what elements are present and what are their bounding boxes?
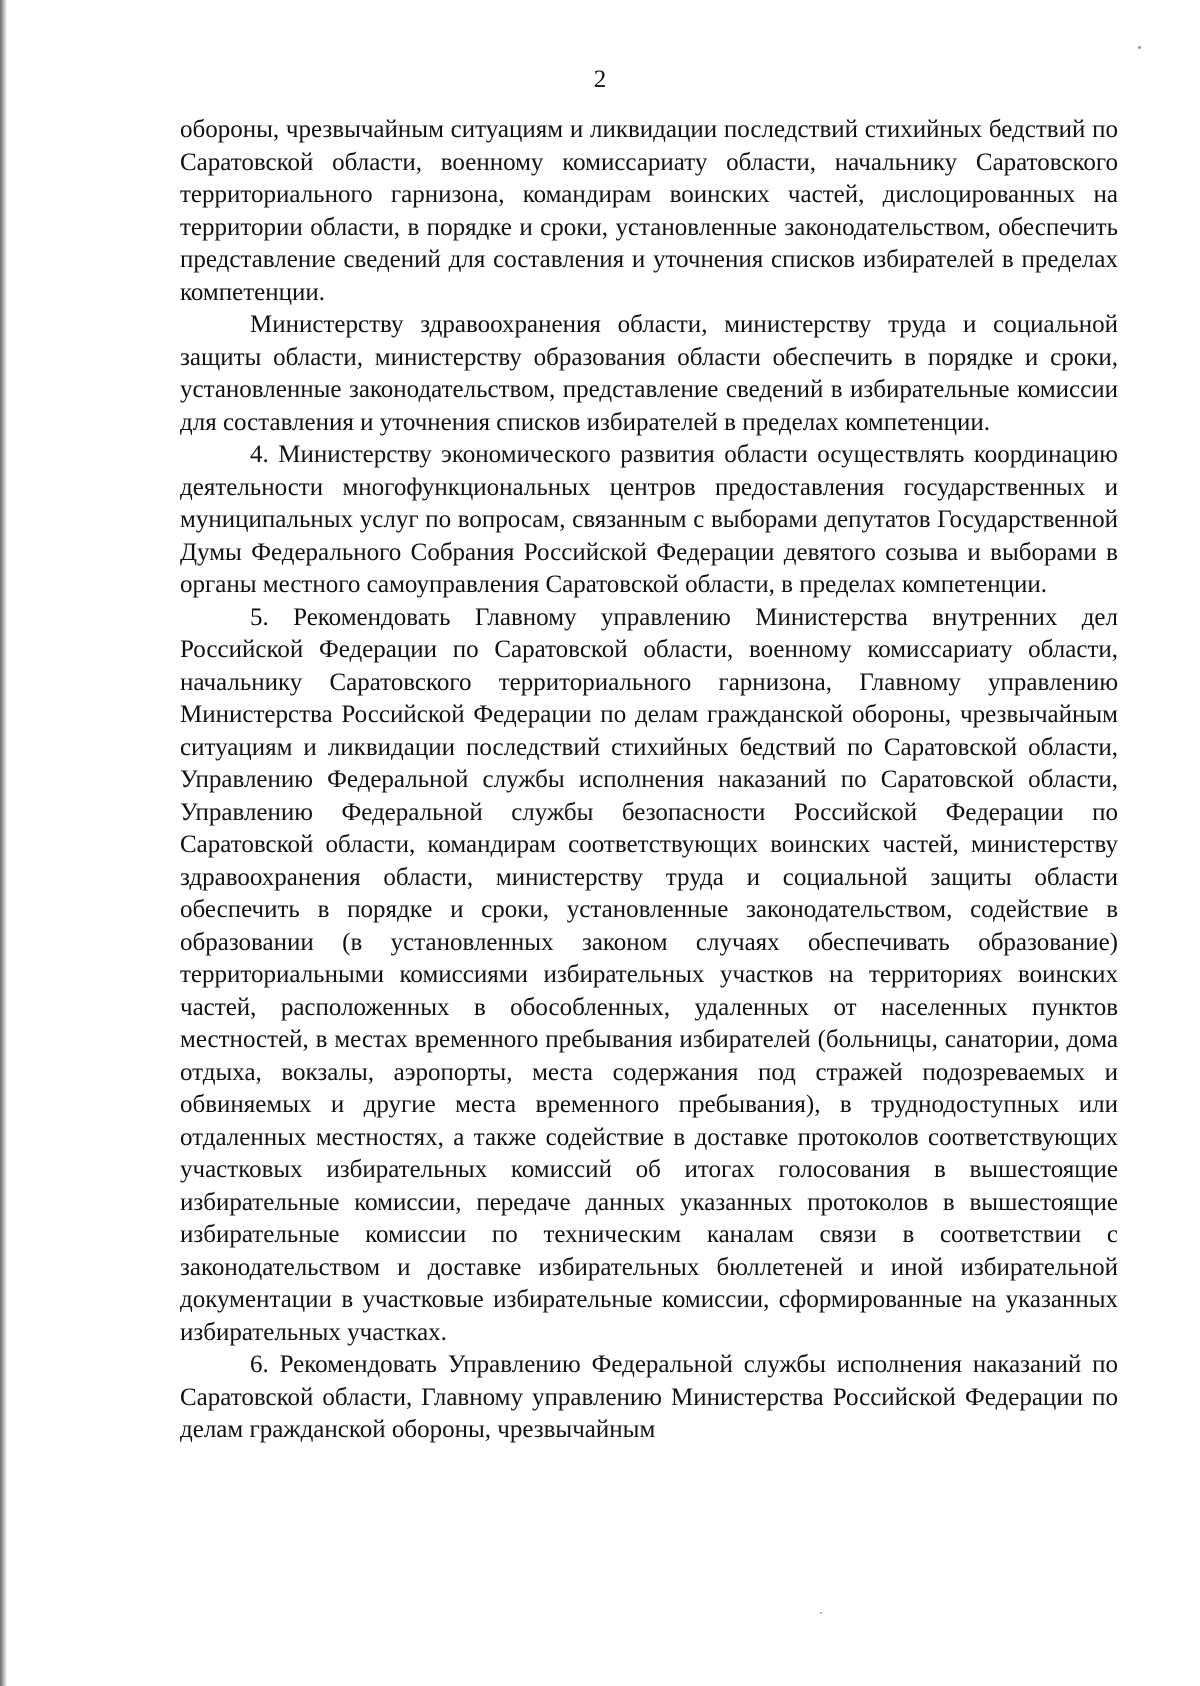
document-body: [180, 114, 1118, 1447]
paragraph-item-5: 5. Рекомендовать Главному управлению Министерства внутренних дел Российской Федерации по Саратовской области, военному комиссариату области, начальнику Саратовского территориального гарнизона, Главному управлению Министерства Российской Федерации по делам гражданской обороны, чрезвычайным ситуациям и ликвидации последствий стихийных бедствий по Саратовской области, Управлению Федеральной службы исполнения наказаний по Саратовской области, Управлению Федеральной службы безопасности Российской Федерации по Саратовской области, командирам соответствующих воинских частей, министерству здравоохранения области, министерству труда и социальной защиты области обеспечить в порядке и сроки, установленные законодательством, содействие в образовании (в установленных законом случаях обеспечивать образование) территориальными комиссиями избирательных участков на территориях воинских частей, расположенных в обособленных, удаленных от населенных пунктов местностей, в местах временного пребывания избирателей (больницы, санатории, дома отдыха, вокзалы, аэропорты, места содержания под стражей подозреваемых и обвиняемых и другие места временного пребывания), в труднодоступных или отдаленных местностях, а также содействие в доставке протоколов соответствующих участковых избирательных комиссий об итогах голосования в вышестоящие избирательные комиссии, передаче данных указанных протоколов в вышестоящие избирательные комиссии по техническим каналам связи в соответствии с законодательством и доставке избирательных бюллетеней и иной избирательной документации в участковые избирательные комиссии, сформированные на указанных избирательных участках.: [180, 603, 1118, 1346]
scan-edge-shadow: [0, 0, 7, 1686]
paragraph-item-6: 6. Рекомендовать Управлению Федеральной службы исполнения наказаний по Саратовской области, Главному управлению Министерства Российской Федерации по делам гражданской обороны, чрезвычайным: [180, 1351, 1118, 1443]
paragraph-continuation: обороны, чрезвычайным ситуациям и ликвидации последствий стихийных бедствий по Саратовской области, военному комиссариату области, начальнику Саратовского территориального гарнизона, командирам воинских частей, дислоцированных на территории области, в порядке и сроки, установленные законодательством, обеспечить представление сведений для составления и уточнения списков избирателей в пределах компетенции.: [180, 116, 1118, 306]
scan-speck: [1138, 46, 1141, 49]
paragraph-health-ministry: Министерству здравоохранения области, министерству труда и социальной защиты области, министерству образования области обеспечить в порядке и сроки, установленные законодательством, представление сведений в избирательные комиссии для составления и уточнения списков избирателей в пределах компетенции.: [180, 311, 1118, 436]
page-number: 2: [593, 66, 607, 93]
scan-speck: [820, 1612, 822, 1614]
paragraph-item-4: 4. Министерству экономического развития области осуществлять координацию деятельности многофункциональных центров предоставления государственных и муниципальных услуг по вопросам, связанным с выборами депутатов Государственной Думы Федерального Собрания Российской Федерации девятого созыва и выборами в органы местного самоуправления Саратовской области, в пределах компетенции.: [180, 441, 1118, 598]
